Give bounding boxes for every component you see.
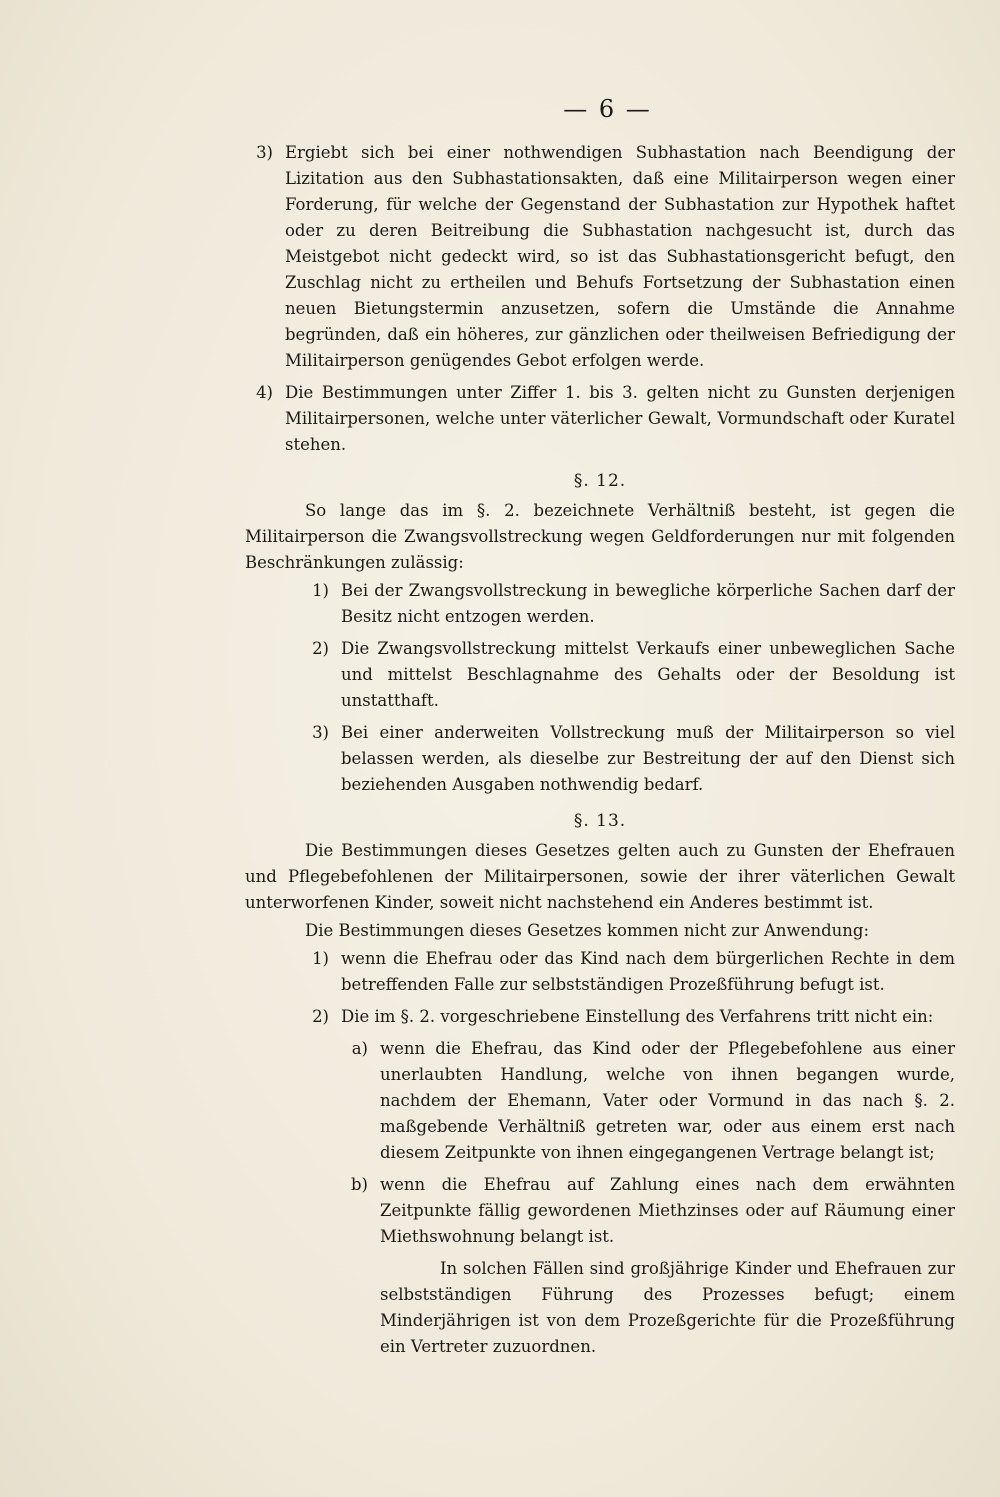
item-text: Die Zwangsvollstreckung mittelst Verkaufs einer unbeweglichen Sache und mittelst Beschlagnahme des Gehalts oder der Besoldung ist unstatthaft. <box>341 639 955 710</box>
sub-list-item <box>340 1172 955 1250</box>
item-text: wenn die Ehefrau oder das Kind nach dem bürgerlichen Rechte in dem betreffenden Falle zur selbstständigen Prozeßführung befugt ist. <box>341 949 955 994</box>
section-12-intro: So lange das im §. 2. bezeichnete Verhältniß besteht, ist gegen die Militairperson die Zwangsvollstreckung wegen Geldforderungen nur mit folgenden Beschränkungen zulässig: <box>245 501 955 572</box>
section-13-intro: Die Bestimmungen dieses Gesetzes gelten auch zu Gunsten der Ehefrauen und Pflegebefohlenen der Militairpersonen, sowie der ihrer väterlichen Gewalt unterworfenen Kinder, soweit nicht nachstehend ein Anderes bestimmt ist. <box>245 841 955 912</box>
item-text: Die Bestimmungen unter Ziffer 1. bis 3. gelten nicht zu Gunsten derjenigen Militairpersonen, welche unter väterlicher Gewalt, Vormundschaft oder Kuratel stehen. <box>285 383 955 454</box>
section-heading-12: §. 12. <box>573 471 627 491</box>
section-13-intro-2: Die Bestimmungen dieses Gesetzes kommen nicht zur Anwendung: <box>305 921 870 940</box>
item-text: wenn die Ehefrau auf Zahlung eines nach dem erwähnten Zeitpunkte fällig gewordenen Miethzinses oder auf Räumung einer Miethswohnung belangt ist. <box>380 1175 955 1246</box>
list-item <box>245 140 955 374</box>
page-content <box>245 140 955 1362</box>
sub-list-item <box>340 1036 955 1166</box>
list-item <box>245 380 955 458</box>
item-text: Bei einer anderweiten Vollstreckung muß der Militairperson so viel belassen werden, als dieselbe zur Bestreitung der auf den Dienst sich beziehenden Ausgaben nothwendig bedarf. <box>341 723 955 794</box>
page-number: — 6 — <box>563 95 652 123</box>
list-item <box>295 946 955 998</box>
item-letter: a) <box>351 1039 368 1058</box>
item-number: 4) <box>256 383 273 402</box>
item-text: Ergiebt sich bei einer nothwendigen Subhastation nach Beendigung der Lizitation aus den Subhastationsakten, daß eine Militairperson wegen einer Forderung, für welche der Gegenstand der Subhastation zur Hypothek haftet oder zu deren Beitreibung die Subhastation nachgesucht ist, durch das Meistgebot nicht gedeckt wird, so ist das Subhastationsgericht befugt, den Zuschlag nicht zu ertheilen und Behufs Fortsetzung der Subhastation einen neuen Bietungstermin anzusetzen, sofern die Umstände die Annahme begründen, daß ein höheres, zur gänzlichen oder theilweisen Befriedigung der Militairperson genügendes Gebot erfolgen werde. <box>285 143 955 370</box>
item-text: wenn die Ehefrau, das Kind oder der Pflegebefohlene aus einer unerlaubten Handlung, welche von ihnen begangen wurde, nachdem der Ehemann, Vater oder Vormund in das nach §. 2. maßgebende Verhältniß getreten war, oder aus einem erst nach diesem Zeitpunkte von ihnen eingegangenen Vertrage belangt ist; <box>380 1039 955 1162</box>
item-number: 3) <box>256 143 273 162</box>
item-text: Die im §. 2. vorgeschriebene Einstellung des Verfahrens tritt nicht ein: <box>341 1007 934 1026</box>
list-item <box>295 636 955 714</box>
item-letter: b) <box>351 1175 368 1194</box>
closing-paragraph: In solchen Fällen sind großjährige Kinder und Ehefrauen zur selbstständigen Führung des Prozesses befugt; einem Minderjährigen ist von dem Prozeßgerichte für die Prozeßführung ein Vertreter zuzuordnen. <box>380 1259 955 1356</box>
item-number: 1) <box>312 949 329 968</box>
item-number: 1) <box>312 581 329 600</box>
item-number: 2) <box>312 639 329 658</box>
section-heading-13: §. 13. <box>573 811 627 831</box>
list-item <box>295 1004 955 1030</box>
item-text: Bei der Zwangsvollstreckung in bewegliche körperliche Sachen darf der Besitz nicht entzogen werden. <box>341 581 955 626</box>
list-item <box>295 578 955 630</box>
item-number: 3) <box>312 723 329 742</box>
list-item <box>295 720 955 798</box>
item-number: 2) <box>312 1007 329 1026</box>
